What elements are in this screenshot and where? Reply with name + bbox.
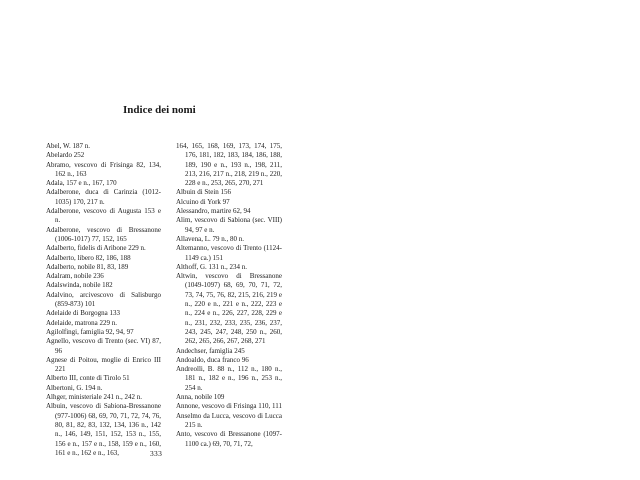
index-entry: Andreolli, B. 88 n., 112 n., 180 n., 181 n., 182 e n., 196 n., 253 n., 254 n. — [176, 365, 282, 392]
index-entry: Adalberone, duca di Carinzia (1012-1035) 170, 217 n. — [46, 188, 161, 206]
index-entry: Alberto III, conte di Tirolo 51 — [46, 374, 130, 383]
index-entry: Alessandro, martire 62, 94 — [176, 207, 251, 216]
index-entry: Agilolfingi, famiglia 92, 94, 97 — [46, 327, 134, 336]
index-entry: Altemanno, vescovo di Trento (1124-1149 ca.) 151 — [176, 244, 282, 262]
index-entry: Adelaide di Borgogna 133 — [46, 309, 120, 318]
index-entry: Adelaide, matrona 229 n. — [46, 318, 117, 327]
index-entry: Anna, nobile 109 — [176, 393, 225, 402]
index-entry: 164, 165, 168, 169, 173, 174, 175, 176, 181, 182, 183, 184, 186, 188, 189, 190 e n., 193 n., 198, 211, 213, 216, 217 n., 218, 219 n., 220, 228 e n., 253, 265, 270, 271 — [176, 142, 282, 188]
index-column-right — [176, 142, 282, 449]
index-entry: Abramo, vescovo di Frisinga 82, 134, 162 n., 163 — [46, 160, 161, 178]
index-entry: Alim, vescovo di Sabiona (sec. VIII) 94, 97 e n. — [176, 216, 282, 234]
index-entry: Adalberto, fidelis di Aribone 229 n. — [46, 244, 146, 253]
index-entry: Albuin di Stein 156 — [176, 188, 232, 197]
index-entry: Adalswinda, nobile 182 — [46, 281, 113, 290]
page-number: 333 — [150, 449, 163, 458]
index-entry: Adala, 157 e n., 167, 170 — [46, 179, 117, 188]
index-entry: Adalram, nobile 236 — [46, 272, 104, 281]
index-entry: Agnello, vescovo di Trento (sec. VI) 87, 96 — [46, 337, 161, 355]
index-entry: Annone, vescovo di Frisinga 110, 111 — [176, 402, 282, 411]
index-column-left — [46, 142, 161, 458]
index-entry: Andoaldo, duca franco 96 — [176, 355, 249, 364]
index-entry: Alhger, ministeriale 241 n., 242 n. — [46, 393, 142, 402]
index-entry: Altwin, vescovo di Bressanone (1049-1097) 68, 69, 70, 71, 72, 73, 74, 75, 76, 82, 215, 216, 219 e n., 220 e n., 221 e n., 222, 223 e n., 224 e n., 226, 227, 228, 229 e n., 231, 232, 233, 235, 236, 237, 243, 245, 247, 248, 250 n., 260, 262, 265, 266, 267, 268, 271 — [176, 272, 282, 346]
index-entry: Agnese di Poitou, moglie di Enrico III 221 — [46, 355, 161, 374]
index-entry: Adalberone, vescovo di Augusta 153 e n. — [46, 207, 161, 225]
index-entry: Anselmo da Lucca, vescovo di Lucca 215 n. — [176, 411, 282, 429]
index-entry: Albertoni, G. 194 n. — [46, 383, 103, 392]
index-entry: Adalvino, arcivescovo di Salisburgo (859-873) 101 — [46, 290, 161, 309]
index-entry: Adalberto, nobile 81, 83, 189 — [46, 262, 129, 271]
index-entry: Adalberto, libero 82, 186, 188 — [46, 253, 131, 262]
index-entry: Allavena, L. 79 n., 80 n. — [176, 234, 245, 243]
index-entry: Andechser, famiglia 245 — [176, 346, 245, 355]
index-entry: Abel, W. 187 n. — [46, 142, 90, 150]
index-entry: Althoff, G. 131 n., 234 n. — [176, 262, 248, 271]
index-entry: Albuin, vescovo di Sabiona-Bressanone (977-1006) 68, 69, 70, 71, 72, 74, 76, 80, 81, 82, 83, 132, 134, 136 n., 142 n., 146, 149, 151, 152, 153 n., 155, 156 e n., 157 e n., 158, 159 e n., 160, 161 e n., 162 e n., 163, — [46, 402, 161, 457]
index-entry: Abelardo 252 — [46, 151, 85, 160]
index-entry: Anto, vescovo di Bressanone (1097-1100 ca.) 69, 70, 71, 72, — [176, 430, 282, 448]
index-entry: Alcuino di York 97 — [176, 197, 230, 206]
index-entry: Adalberone, vescovo di Bressanone (1006-1017) 77, 152, 165 — [46, 225, 161, 243]
